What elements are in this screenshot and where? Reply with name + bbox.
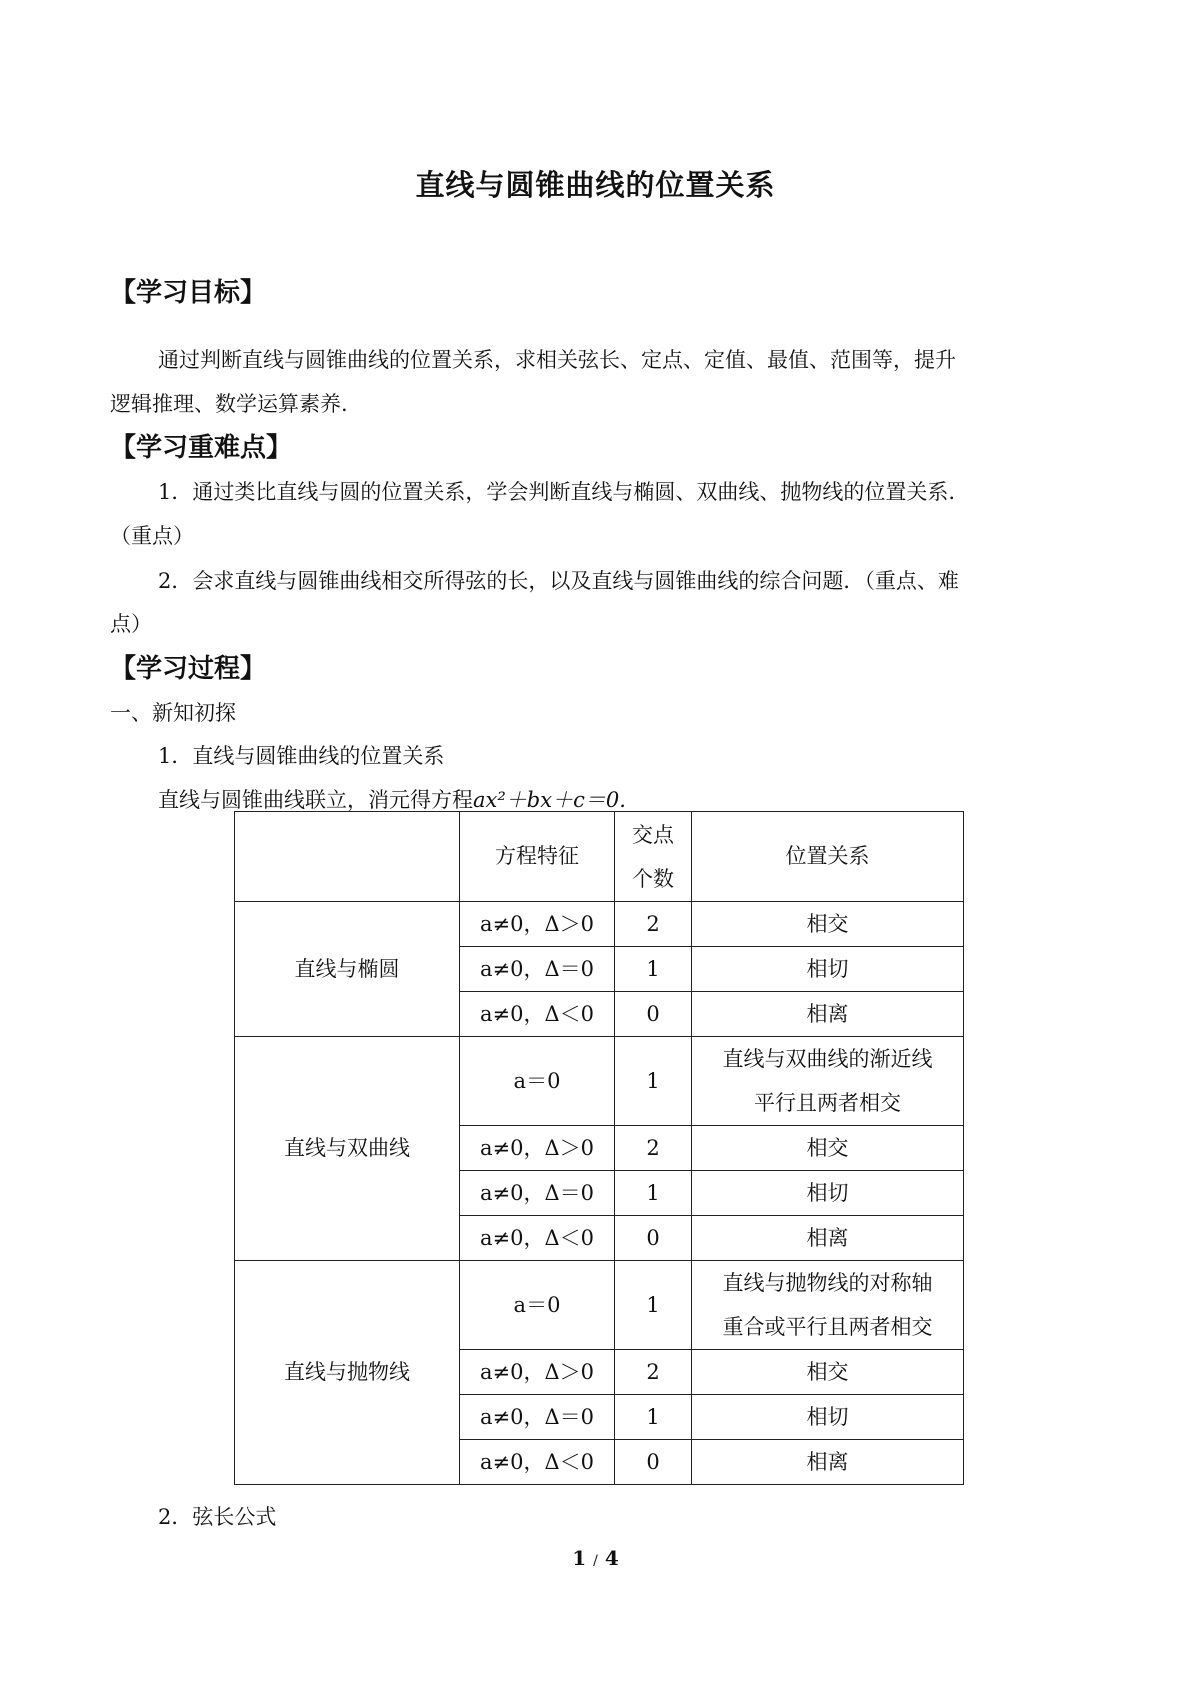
key-point-1-line2: （重点） bbox=[110, 524, 194, 548]
process-heading: 【学习过程】 bbox=[110, 654, 267, 684]
header-count-line1: 交点 bbox=[632, 822, 674, 847]
header-equation-feature: 方程特征 bbox=[460, 812, 615, 902]
condition-cell: a≠0，Δ＝0 bbox=[460, 1395, 615, 1440]
relation-cell: 相交 bbox=[692, 1350, 964, 1395]
page-separator: / bbox=[593, 1553, 598, 1569]
relation-cell: 相切 bbox=[692, 947, 964, 992]
count-cell: 1 bbox=[615, 947, 692, 992]
relation-cell: 相切 bbox=[692, 1395, 964, 1440]
condition-cell: a≠0，Δ＜0 bbox=[460, 992, 615, 1037]
condition-cell: a≠0，Δ＜0 bbox=[460, 1440, 615, 1485]
count-cell: 1 bbox=[615, 1261, 692, 1350]
goals-text-line2: 逻辑推理、数学运算素养. bbox=[110, 392, 348, 416]
count-cell: 1 bbox=[615, 1037, 692, 1126]
total-pages: 4 bbox=[604, 1546, 619, 1570]
header-count-line2: 个数 bbox=[632, 866, 674, 891]
condition-cell: a＝0 bbox=[460, 1261, 615, 1350]
condition-cell: a≠0，Δ＞0 bbox=[460, 1126, 615, 1171]
key-point-2-line1: 2．会求直线与圆锥曲线相交所得弦的长，以及直线与圆锥曲线的综合问题．（重点、难 bbox=[158, 569, 959, 593]
table-row bbox=[235, 1037, 964, 1126]
condition-cell: a≠0，Δ＞0 bbox=[460, 902, 615, 947]
table-header-row bbox=[235, 812, 964, 902]
intro-line bbox=[158, 784, 626, 814]
table-row bbox=[235, 902, 964, 947]
curve-parabola: 直线与抛物线 bbox=[235, 1261, 460, 1485]
key-point-2-line2: 点） bbox=[110, 612, 152, 636]
count-cell: 1 bbox=[615, 1395, 692, 1440]
condition-cell: a≠0，Δ＜0 bbox=[460, 1216, 615, 1261]
header-position-relation: 位置关系 bbox=[692, 812, 964, 902]
intro-prefix: 直线与圆锥曲线联立，消元得方程 bbox=[158, 788, 473, 812]
table-row bbox=[235, 1261, 964, 1350]
condition-cell: a≠0，Δ＞0 bbox=[460, 1350, 615, 1395]
count-cell: 2 bbox=[615, 1126, 692, 1171]
condition-cell: a≠0，Δ＝0 bbox=[460, 947, 615, 992]
part-1-title: 一、新知初探 bbox=[110, 701, 236, 725]
condition-cell: a＝0 bbox=[460, 1037, 615, 1126]
page-title: 直线与圆锥曲线的位置关系 bbox=[415, 168, 776, 202]
relation-line1: 直线与抛物线的对称轴 bbox=[722, 1271, 933, 1295]
relation-line2: 平行且两者相交 bbox=[754, 1091, 901, 1115]
condition-cell: a≠0，Δ＝0 bbox=[460, 1171, 615, 1216]
relation-cell bbox=[692, 1261, 964, 1350]
subsection-2-title: 2．弦长公式 bbox=[158, 1505, 277, 1529]
relation-line1: 直线与双曲线的渐近线 bbox=[722, 1047, 933, 1071]
header-intersection-count bbox=[615, 812, 692, 902]
goals-heading: 【学习目标】 bbox=[110, 278, 267, 308]
intro-equation: ax²＋bx＋c＝0. bbox=[473, 788, 626, 812]
relation-cell: 相离 bbox=[692, 992, 964, 1037]
relation-cell: 相交 bbox=[692, 902, 964, 947]
current-page: 1 bbox=[572, 1546, 587, 1570]
relation-cell: 相离 bbox=[692, 1216, 964, 1261]
relation-cell bbox=[692, 1037, 964, 1126]
count-cell: 2 bbox=[615, 1350, 692, 1395]
relation-cell: 相离 bbox=[692, 1440, 964, 1485]
relation-cell: 相交 bbox=[692, 1126, 964, 1171]
count-cell: 0 bbox=[615, 1440, 692, 1485]
count-cell: 0 bbox=[615, 992, 692, 1037]
count-cell: 1 bbox=[615, 1171, 692, 1216]
position-relation-table bbox=[234, 811, 964, 1485]
page-number bbox=[0, 1546, 1191, 1570]
key-point-1-line1: 1．通过类比直线与圆的位置关系，学会判断直线与椭圆、双曲线、抛物线的位置关系. bbox=[158, 480, 956, 504]
curve-ellipse: 直线与椭圆 bbox=[235, 902, 460, 1037]
key-points-heading: 【学习重难点】 bbox=[110, 433, 293, 463]
count-cell: 0 bbox=[615, 1216, 692, 1261]
header-empty-cell bbox=[235, 812, 460, 902]
subsection-1-title: 1．直线与圆锥曲线的位置关系 bbox=[158, 744, 445, 768]
goals-text-line1: 通过判断直线与圆锥曲线的位置关系，求相关弦长、定点、定值、最值、范围等，提升 bbox=[158, 348, 956, 372]
relation-line2: 重合或平行且两者相交 bbox=[722, 1315, 933, 1339]
relation-cell: 相切 bbox=[692, 1171, 964, 1216]
curve-hyperbola: 直线与双曲线 bbox=[235, 1037, 460, 1261]
count-cell: 2 bbox=[615, 902, 692, 947]
